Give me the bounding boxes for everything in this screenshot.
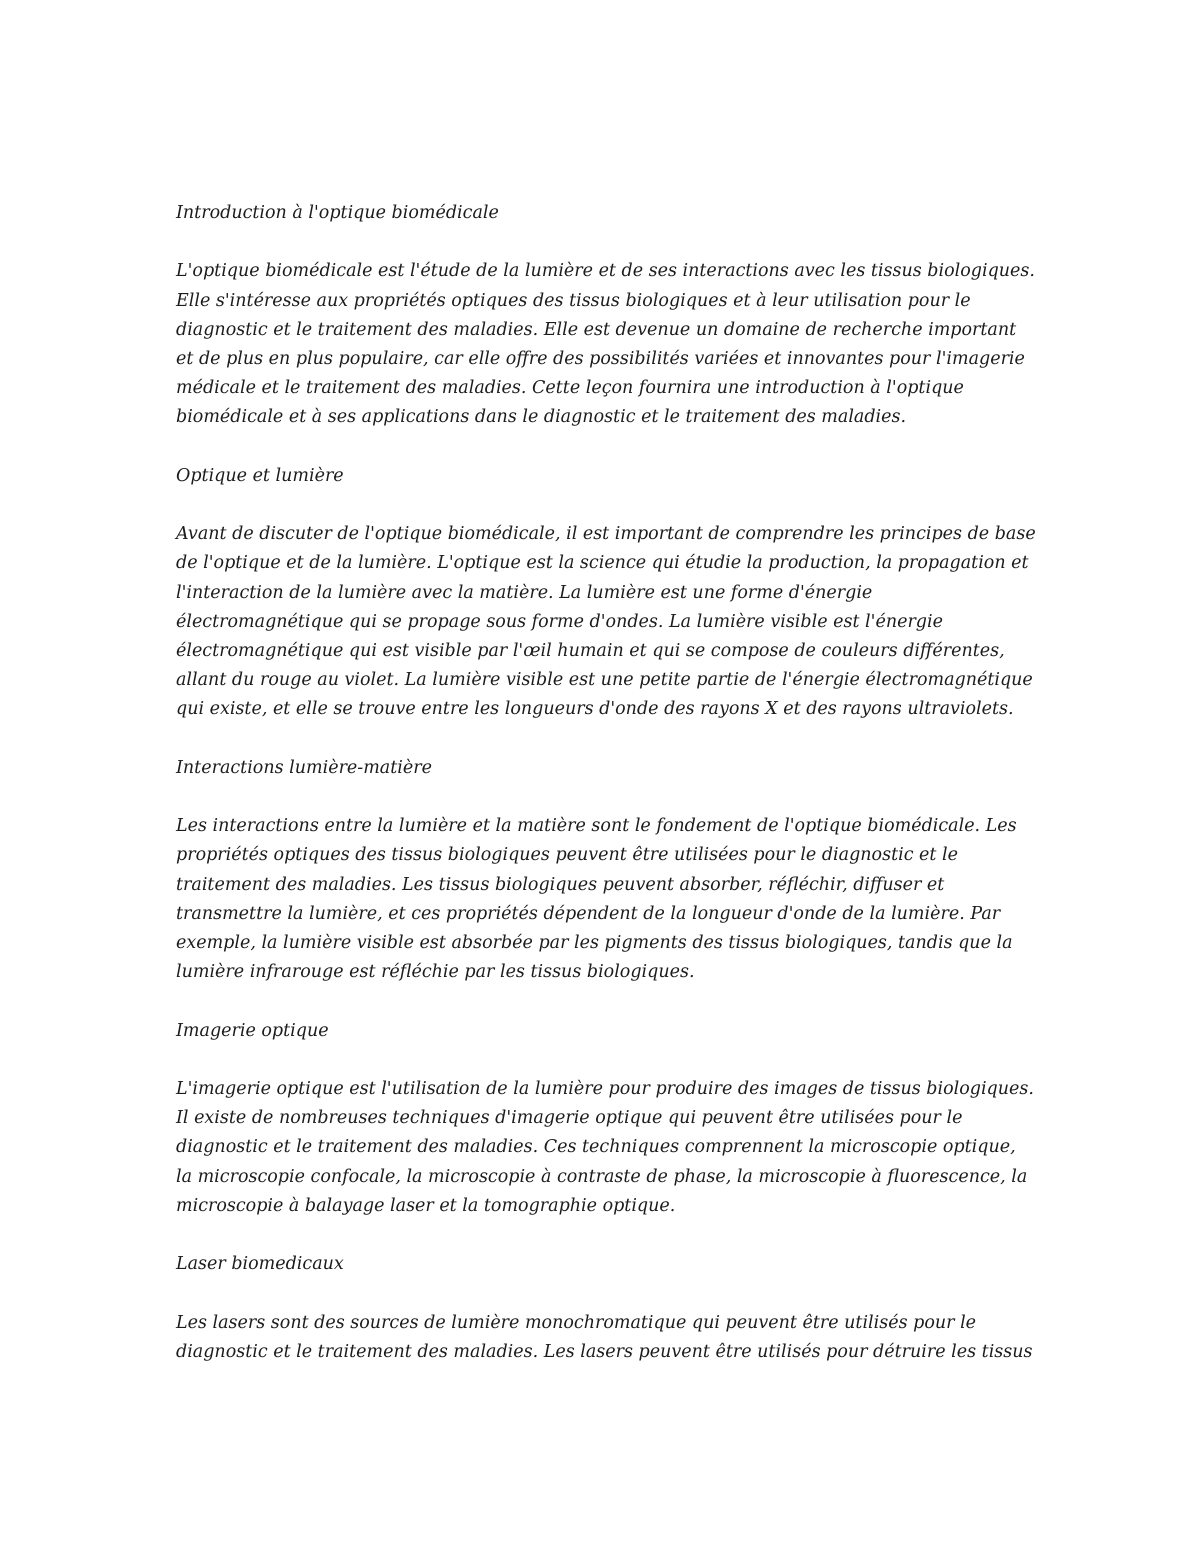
section-heading-introduction: Introduction à l'optique biomédicale [176, 203, 499, 223]
document-body [176, 199, 1036, 1396]
section-heading-interactions: Interactions lumière-matière [176, 757, 432, 778]
section-heading-laser: Laser biomedicaux [176, 1254, 344, 1275]
section-paragraph-optique-lumiere: Avant de discuter de l'optique biomédicale, il est important de comprendre les principes de base de l'optique et de la lumière. L'optique est la science qui étudie la production, la propagation et l'interaction de la lumière avec la matière. La lumière est une forme d'énergie électromagnétique qui se propage sous forme d'ondes. La lumière visible est l'énergie électromagnétique qui est visible par l'œil humain et qui se compose de couleurs différentes, allant du rouge au violet. La lumière visible est une petite partie de l'énergie électromagnétique qui existe, et elle se trouve entre les longueurs d'onde des rayons X et des rayons ultraviolets. [176, 524, 1036, 720]
section-paragraph-interactions: Les interactions entre la lumière et la matière sont le fondement de l'optique biomédicale. Les propriétés optiques des tissus biologiques peuvent être utilisées pour le diagnostic et le traitement des maladies. Les tissus biologiques peuvent absorber, réfléchir, diffuser et transmettre la lumière, et ces propriétés dépendent de la longueur d'onde de la lumière. Par exemple, la lumière visible est absorbée par les pigments des tissus biologiques, tandis que la lumière infrarouge est réfléchie par les tissus biologiques. [176, 816, 1017, 983]
section-paragraph-introduction: L'optique biomédicale est l'étude de la lumière et de ses interactions avec les tissus biologiques. Elle s'intéresse aux propriétés optiques des tissus biologiques et à leur utilisation pour le diagnostic et le traitement des maladies. Elle est devenue un domaine de recherche important et de plus en plus populaire, car elle offre des possibilités variées et innovantes pour l'imagerie médicale et le traitement des maladies. Cette leçon fournira une introduction à l'optique biomédicale et à ses applications dans le diagnostic et le traitement des maladies. [176, 261, 1035, 428]
section-paragraph-laser: Les lasers sont des sources de lumière monochromatique qui peuvent être utilisés pour le diagnostic et le traitement des maladies. Les lasers peuvent être utilisés pour détruire les tissus [176, 1312, 1033, 1362]
section-heading-optique-lumiere: Optique et lumière [176, 465, 344, 486]
section-paragraph-imagerie: L'imagerie optique est l'utilisation de la lumière pour produire des images de tissus biologiques. Il existe de nombreuses techniques d'imagerie optique qui peuvent être utilisées pour le diagnostic et le traitement des maladies. Ces techniques comprennent la microscopie optique, la microscopie confocale, la microscopie à contraste de phase, la microscopie à fluorescence, la microscopie à balayage laser et la tomographie optique. [176, 1078, 1034, 1216]
section-heading-imagerie: Imagerie optique [176, 1020, 329, 1041]
